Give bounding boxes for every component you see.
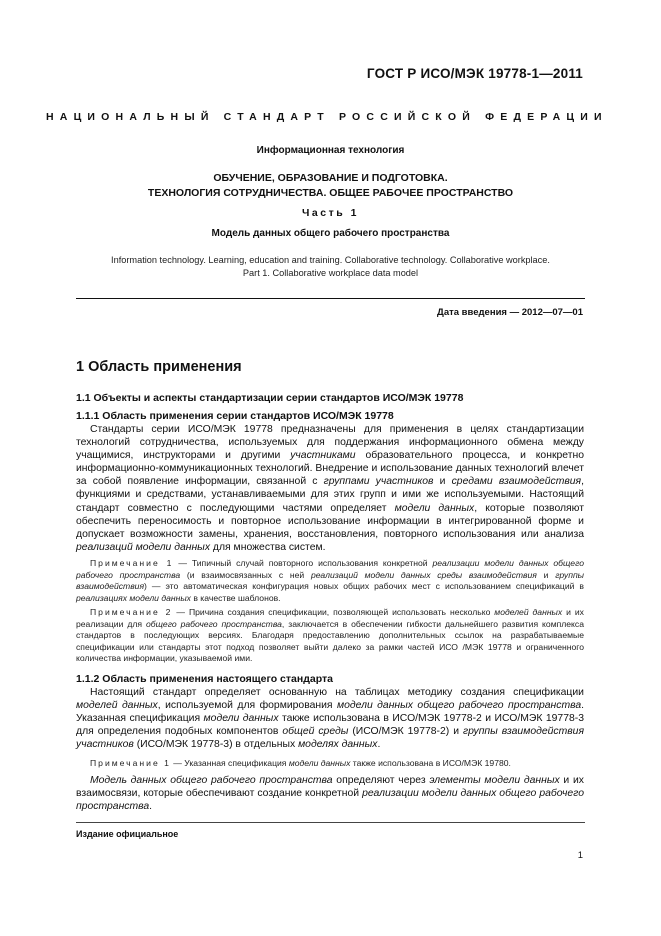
note-2: Примечание 2 — Причина создания спецификации, позволяющей использовать несколько моделей данных и их реализации для общего рабочего пространства, заключается в обеспечении гибкости дальнейшего развития комплекса стандартов в последующих версиях. Благодаря предоставлению дополнительных ссылок на разрабатываемые спецификации или стандарты этот подход позволяет выйти далеко за рамки частей ИСО /МЭК 19778 и ограниченного количества информации, указываемой ими. bbox=[76, 607, 584, 664]
subsubsection-heading: 1.1.1 Область применения серии стандартов ИСО/МЭК 19778 bbox=[76, 410, 394, 422]
introduction-date: Дата введения — 2012—07—01 bbox=[437, 307, 583, 318]
standard-type-line: НАЦИОНАЛЬНЫЙ СТАНДАРТ РОССИЙСКОЙ ФЕДЕРАЦИИ bbox=[46, 111, 608, 123]
english-title bbox=[0, 254, 661, 280]
paragraph-scope-series: Стандарты серии ИСО/МЭК 19778 предназначены для применения в целях стандартизации технологий сотрудничества, используемых для поддержания информационного обмена между учащимися, инструкторами и другими участниками образовательного процесса, и конкретно информационно-коммуникационных технологий. Внедрение и использование данных технологий влечет за собой появление информации, связанной с группами участников и средами взаимодействия, функциями и средствами, устанавливаемыми для этих групп и ими же используемыми. Настоящий стандарт совместно с последующими частями определяет модели данных, которые позволяют обеспечить переносимость и повторное использование информации в интегрированной форме и допускает возможности замены, хранения, восстановления, повторного использования или анализа реализаций модели данных для множества систем. bbox=[76, 424, 585, 553]
title-main-line2: ТЕХНОЛОГИЯ СОТРУДНИЧЕСТВА. ОБЩЕЕ РАБОЧЕЕ ПРОСТРАНСТВО bbox=[147, 187, 514, 199]
subsubsection-heading-2: 1.1.2 Область применения настоящего стандарта bbox=[76, 673, 333, 685]
note-1: Примечание 1 — Типичный случай повторного использования конкретной реализации модели данных общего рабочего пространства (и взаимосвязанных с ней реализаций модели данных среды взаимодействия и группы взаимодействия) — это автоматическая конфигурация новых общих рабочих мест с использованием спецификаций в реализациях модели данных в качестве шаблонов. bbox=[76, 558, 584, 603]
edition-label: Издание официальное bbox=[76, 829, 179, 839]
title-main-line1: ОБУЧЕНИЕ, ОБРАЗОВАНИЕ И ПОДГОТОВКА. bbox=[213, 172, 448, 184]
title-divider bbox=[76, 298, 585, 299]
title-main bbox=[0, 171, 661, 201]
page-number: 1 bbox=[577, 850, 583, 861]
subsection-heading: 1.1 Объекты и аспекты стандартизации серии стандартов ИСО/МЭК 19778 bbox=[76, 392, 464, 404]
footer-divider bbox=[76, 822, 585, 823]
english-title-line1: Information technology. Learning, education and training. Collaborative technology. Collaborative workplace. bbox=[111, 255, 550, 265]
english-title-line2: Part 1. Collaborative workplace data model bbox=[242, 268, 419, 278]
standard-number: ГОСТ Р ИСО/МЭК 19778-1—2011 bbox=[366, 66, 583, 81]
title-subtitle: Модель данных общего рабочего пространства bbox=[211, 228, 450, 239]
paragraph-data-model: Модель данных общего рабочего пространства определяют через элементы модели данных и их взаимосвязи, которые обеспечивают создание конкретной реализации модели данных общего рабочего пространства. bbox=[76, 775, 584, 813]
paragraph-scope-standard: Настоящий стандарт определяет основанную на таблицах методику создания спецификации моделей данных, используемой для формирования модели данных общего рабочего пространства. Указанная спецификация модели данных также использована в ИСО/МЭК 19778-2 и ИСО/МЭК 19778-3 для определения подобных компонентов общей среды (ИСО/МЭК 19778-2) и группы взаимодействия участников (ИСО/МЭК 19778-3) в отдельных моделях данных. bbox=[76, 687, 585, 751]
section-heading: 1 Область применения bbox=[76, 359, 242, 375]
title-topic: Информационная технология bbox=[256, 145, 405, 156]
note-3: Примечание 1 — Указанная спецификация модели данных также использована в ИСО/МЭК 19780. bbox=[90, 758, 511, 768]
title-part: Часть 1 bbox=[302, 207, 359, 219]
